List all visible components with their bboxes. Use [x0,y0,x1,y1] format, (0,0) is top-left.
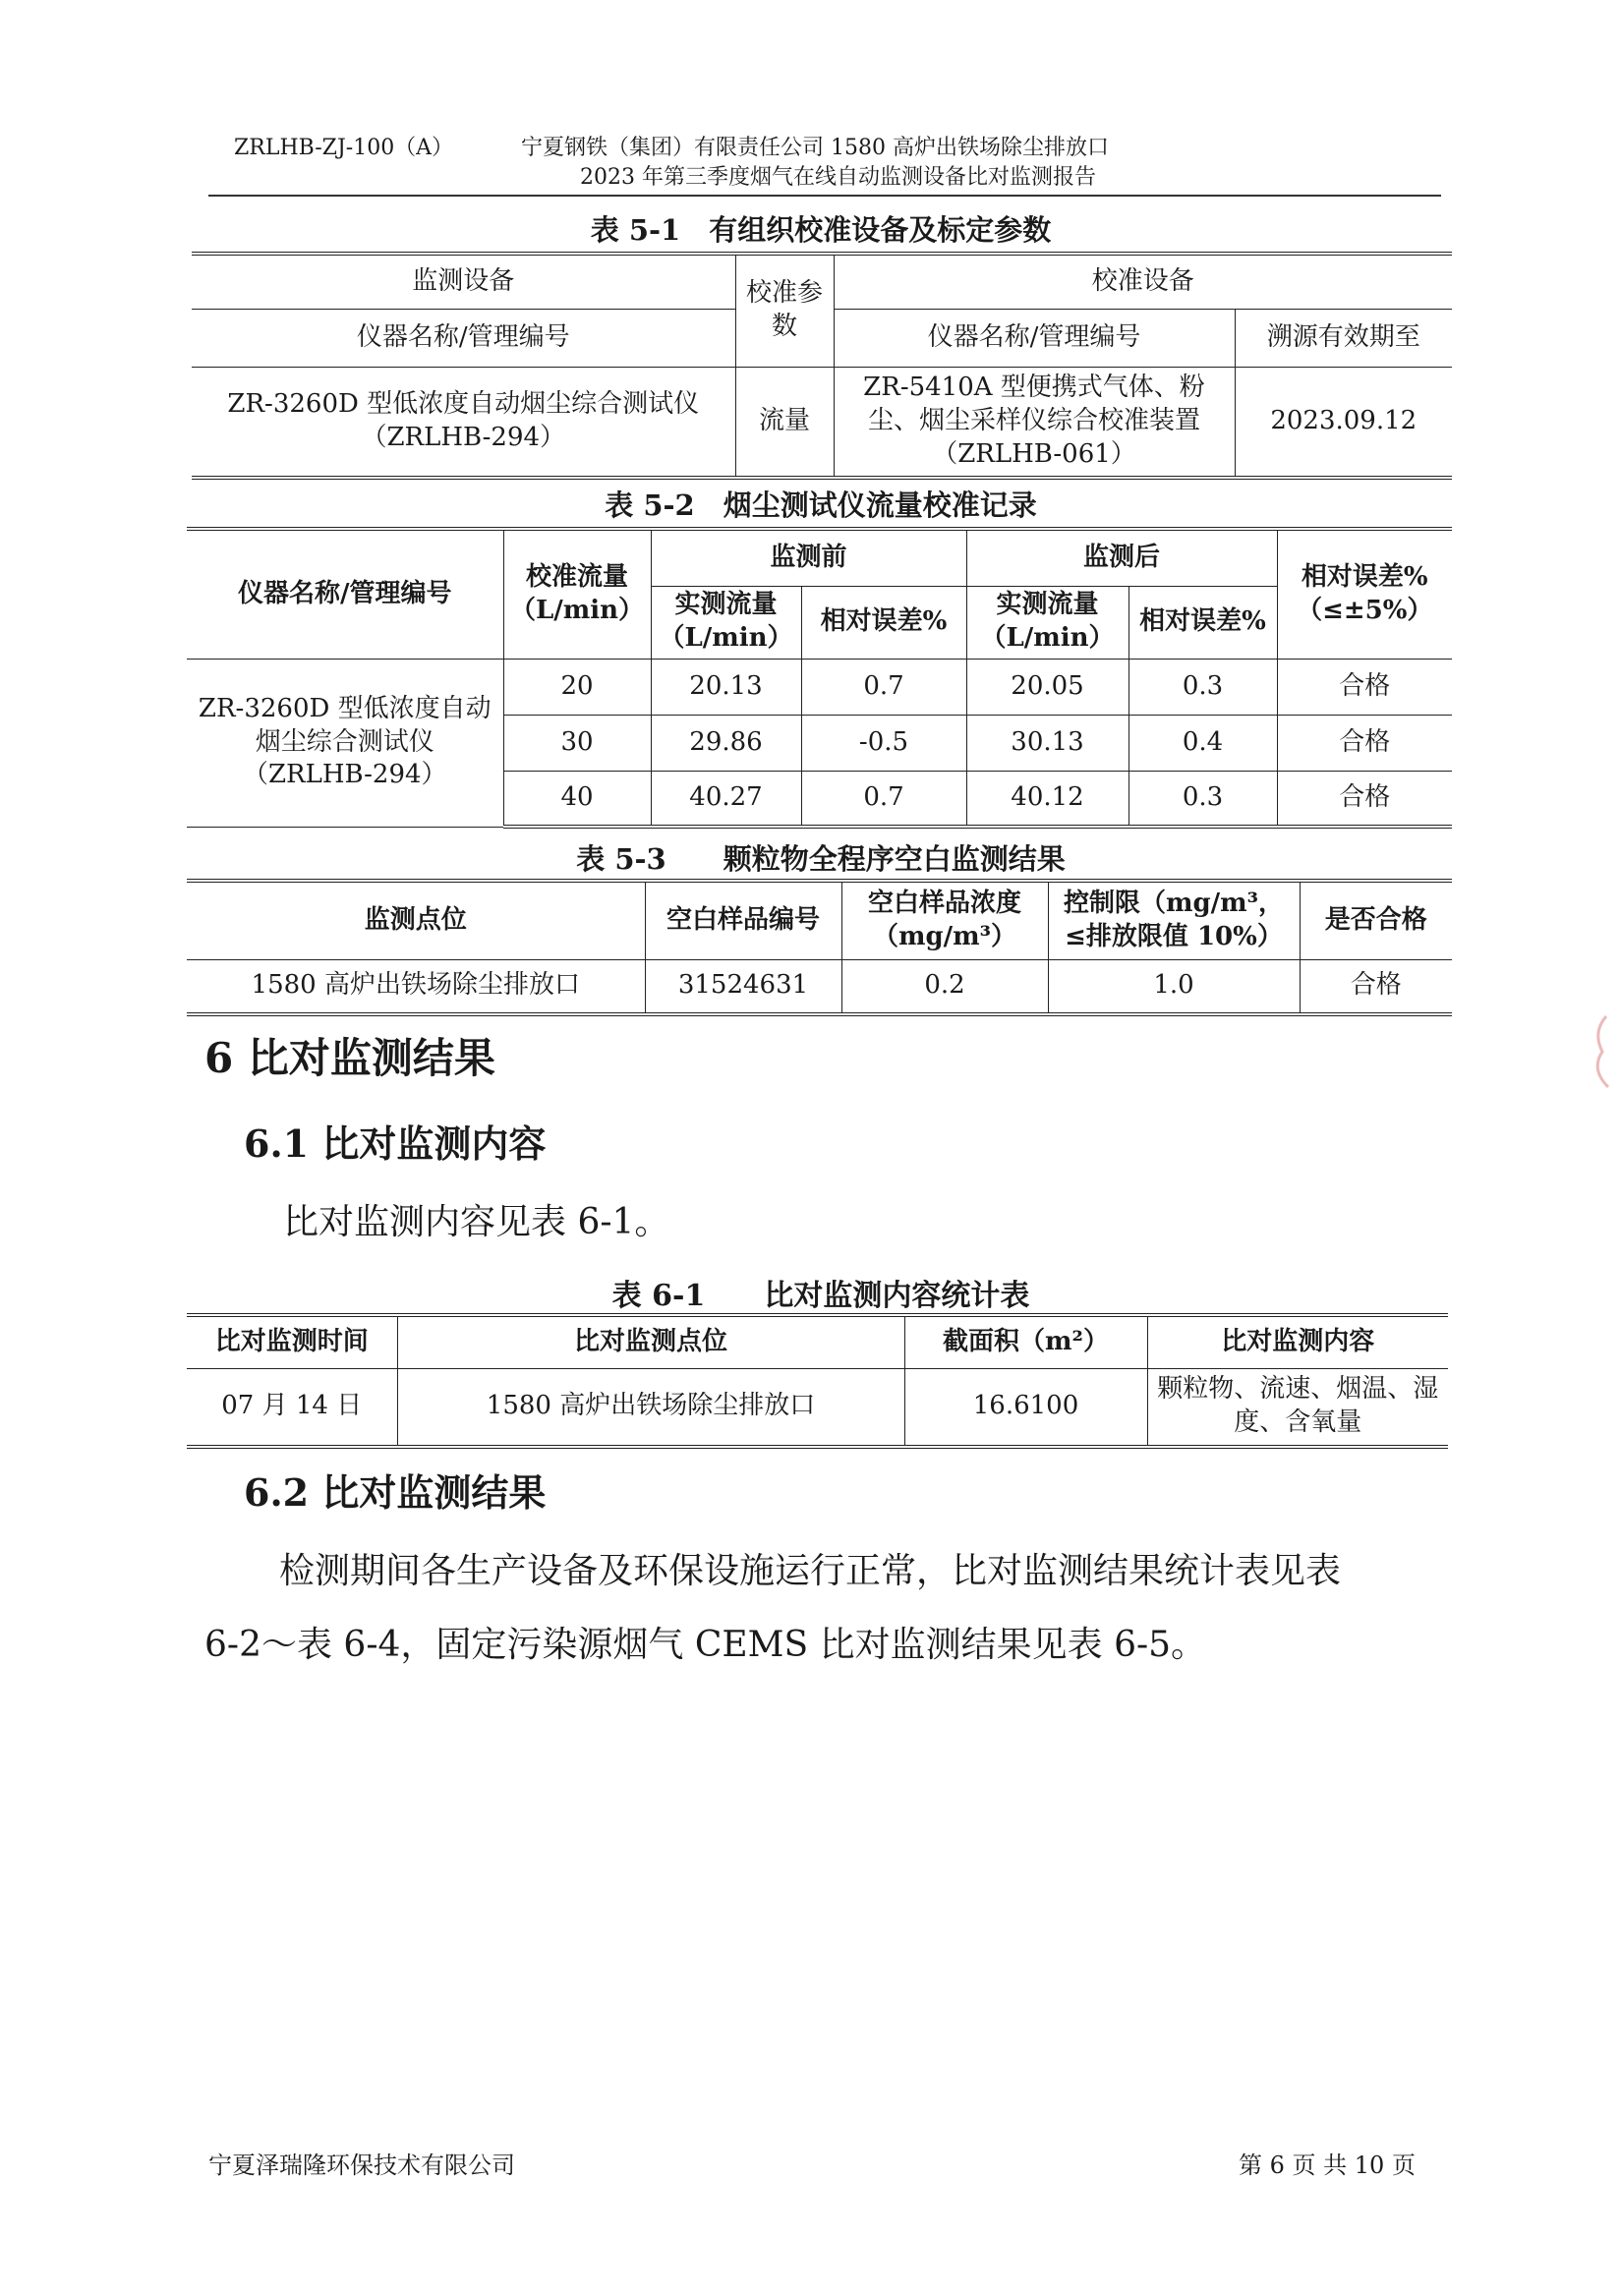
table-row [187,659,1452,715]
table-5-3 [187,879,1452,1016]
th-before-error: 相对误差% [801,586,966,659]
th-before-actual: 实测流量（L/min） [651,586,801,659]
table-5-2-caption: 表 5-2 烟尘测试仪流量校准记录 [605,488,1037,522]
th-control-limit [1048,881,1300,959]
th-section-area: 截面积（m²） [904,1315,1147,1368]
header-divider [208,195,1441,197]
cell-time: 07 月 14 日 [187,1368,397,1447]
table-row [187,1368,1448,1447]
cell-pass: 合格 [1300,959,1452,1014]
th-control-limit-note: ≤排放限值 10%） [1065,921,1283,951]
th-relative-error: 相对误差%（≤±5%） [1277,529,1452,659]
cell-device: ZR-3260D 型低浓度自动烟尘综合测试仪（ZRLHB-294） [192,367,735,478]
cell-flow: 30 [503,715,651,771]
table-6-1-caption: 表 6-1 比对监测内容统计表 [611,1279,1030,1313]
th-valid-until: 溯源有效期至 [1235,309,1452,367]
cell-flow: 20 [503,659,651,715]
table-6-1 [187,1313,1448,1449]
th-calib-flow: 校准流量（L/min） [503,529,651,659]
cell-after-flow: 40.12 [966,771,1128,827]
cell-param: 流量 [735,367,834,478]
cell-flow: 40 [503,771,651,827]
cell-after-flow: 20.05 [966,659,1128,715]
table-5-1 [192,252,1452,480]
cell-sample: 31524631 [645,959,841,1014]
section-6-title: 6 比对监测结果 [204,1034,495,1082]
th-pass: 是否合格 [1300,881,1452,959]
cell-after-error: 0.4 [1128,715,1277,771]
th-blank-sample: 空白样品编号 [645,881,841,959]
cell-after-error: 0.3 [1128,659,1277,715]
table-5-1-caption: 表 5-1 有组织校准设备及标定参数 [590,213,1052,247]
th-calib-param: 校准参数 [735,254,834,367]
footer-page-number: 第 6 页 共 10 页 [1239,2152,1416,2179]
section-6-2-text-line2: 6-2～表 6-4，固定污染源烟气 CEMS 比对监测结果见表 6-5。 [204,1625,1207,1665]
cell-after-error: 0.3 [1128,771,1277,827]
section-6-2-title: 6.2 比对监测结果 [244,1470,547,1515]
section-6-2-text-line1: 检测期间各生产设备及环保设施运行正常，比对监测结果统计表见表 [279,1551,1342,1591]
cell-before-flow: 29.86 [651,715,801,771]
cell-area: 16.6100 [904,1368,1147,1447]
th-after-actual: 实测流量（L/min） [966,586,1128,659]
th-blank-conc-unit: （mg/m³） [872,921,1017,951]
cell-valid-until: 2023.09.12 [1235,367,1452,478]
seal-fragment [1585,1012,1614,1097]
document-code: ZRLHB-ZJ-100（A） [234,136,454,160]
th-blank-conc-label: 空白样品浓度 [867,888,1021,918]
cell-conc: 0.2 [841,959,1048,1014]
th-compare-content: 比对监测内容 [1147,1315,1448,1368]
th-instrument-name: 仪器名称/管理编号 [192,309,735,367]
cell-before-error: 0.7 [801,659,966,715]
th-after-error: 相对误差% [1128,586,1277,659]
th-instrument-name-calib: 仪器名称/管理编号 [834,309,1235,367]
cell-result: 合格 [1277,715,1452,771]
footer-company: 宁夏泽瑞隆环保技术有限公司 [208,2152,515,2179]
cell-after-flow: 30.13 [966,715,1128,771]
th-calib-device: 校准设备 [834,254,1452,309]
section-6-1-text: 比对监测内容见表 6-1。 [283,1202,670,1242]
th-compare-point: 比对监测点位 [397,1315,904,1368]
table-row [187,959,1452,1014]
th-point: 监测点位 [187,881,645,959]
cell-result: 合格 [1277,771,1452,827]
header-title-line1: 宁夏钢铁（集团）有限责任公司 1580 高炉出铁场除尘排放口 [521,136,1109,160]
header-title-line2: 2023 年第三季度烟气在线自动监测设备比对监测报告 [580,165,1096,190]
cell-result: 合格 [1277,659,1452,715]
th-before: 监测前 [651,529,966,586]
seal-fragment-shape [1585,1012,1614,1091]
cell-point: 1580 高炉出铁场除尘排放口 [397,1368,904,1447]
th-blank-conc [841,881,1048,959]
cell-limit: 1.0 [1048,959,1300,1014]
th-instrument: 仪器名称/管理编号 [187,529,503,659]
section-6-1-title: 6.1 比对监测内容 [244,1121,547,1166]
th-after: 监测后 [966,529,1277,586]
th-monitor-device: 监测设备 [192,254,735,309]
cell-before-error: 0.7 [801,771,966,827]
cell-before-flow: 20.13 [651,659,801,715]
cell-before-flow: 40.27 [651,771,801,827]
cell-before-error: -0.5 [801,715,966,771]
table-5-3-caption: 表 5-3 颗粒物全程序空白监测结果 [576,842,1066,876]
cell-content: 颗粒物、流速、烟温、湿度、含氧量 [1147,1368,1448,1447]
cell-instrument: ZR-3260D 型低浓度自动烟尘综合测试仪（ZRLHB-294） [187,659,503,827]
table-5-2 [187,527,1452,829]
cell-point: 1580 高炉出铁场除尘排放口 [187,959,645,1014]
cell-calib-device: ZR-5410A 型便携式气体、粉尘、烟尘采样仪综合校准装置（ZRLHB-061） [834,367,1235,478]
th-control-limit-label: 控制限（mg/m³， [1063,888,1285,918]
th-compare-time: 比对监测时间 [187,1315,397,1368]
